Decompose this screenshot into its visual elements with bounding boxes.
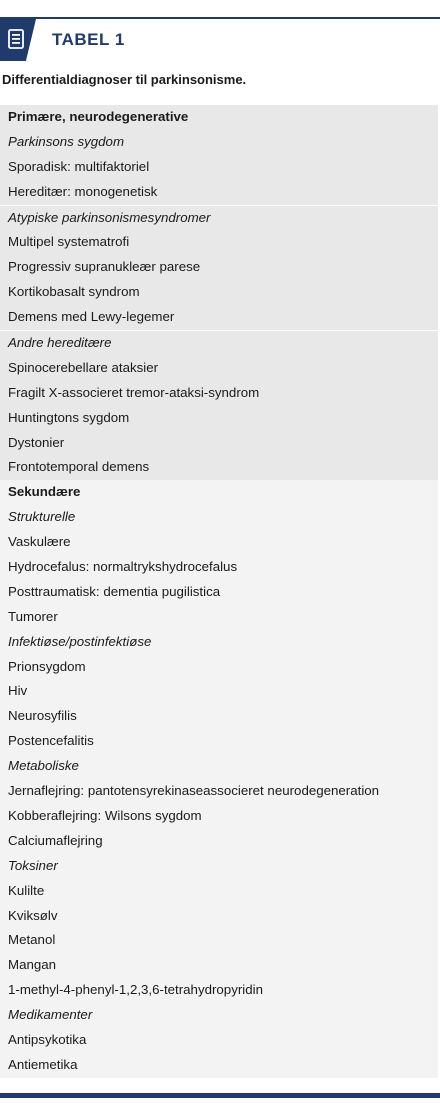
group-primary — [0, 105, 438, 480]
bottom-rule — [0, 1093, 440, 1098]
table-row: 1-methyl-4-phenyl-1,2,3,6-tetrahydropyridin — [8, 982, 263, 998]
group-secondary — [0, 480, 438, 1077]
section-heading: Primære, neurodegenerative — [8, 109, 189, 124]
subgroup-heading: Metaboliske — [8, 758, 79, 774]
table-row: Metanol — [8, 932, 56, 948]
table-row: Dystonier — [8, 434, 65, 450]
subgroup-heading: Parkinsons sygdom — [8, 133, 125, 149]
table-row: Demens med Lewy-legemer — [8, 309, 175, 325]
table-row: Hiv — [8, 683, 28, 699]
table-row: Mangan — [8, 957, 57, 973]
table-row: Spinocerebellare ataksier — [8, 359, 159, 375]
table-row: Kviksølv — [8, 907, 58, 923]
table-row: Progressiv supranukleær parese — [8, 259, 201, 275]
table-row: Antiemetika — [8, 1056, 78, 1072]
table-caption: Differentialdiagnoser til parkinsonisme. — [2, 72, 247, 87]
table-row: Antipsykotika — [8, 1031, 87, 1047]
table-row: Fragilt X-associeret tremor-ataksi-syndrom — [8, 384, 260, 400]
table-row: Postencefalitis — [8, 733, 94, 749]
diagnosis-table — [0, 105, 438, 1078]
table-label: TABEL 1 — [52, 30, 125, 49]
table-row: Prionsygdom — [8, 658, 86, 674]
subgroup-heading: Medikamenter — [8, 1007, 93, 1023]
document-list-icon — [8, 29, 24, 49]
table-row: Multipel systematrofi — [8, 234, 130, 250]
subgroup-heading: Atypiske parkinsonismesyndromer — [0, 205, 438, 231]
table-row: Jernaflejring: pantotensyrekinaseassocieret neurodegeneration — [8, 783, 380, 799]
subgroup-heading: Strukturelle — [8, 509, 76, 525]
table-row: Huntingtons sygdom — [8, 409, 130, 425]
table-row: Kobberaflejring: Wilsons sygdom — [8, 807, 202, 823]
table-row: Hereditær: monogenetisk — [8, 183, 158, 199]
table-row: Neurosyfilis — [8, 708, 77, 724]
subgroup-heading: Infektiøse/postinfektiøse — [8, 633, 152, 649]
section-heading: Sekundære — [8, 484, 81, 500]
table-row: Tumorer — [8, 608, 58, 624]
table-row: Kulilte — [8, 882, 45, 898]
header-tab — [0, 19, 36, 61]
subgroup-heading: Andre hereditære — [0, 330, 438, 356]
table-row: Posttraumatisk: dementia pugilistica — [8, 583, 221, 599]
table-row: Kortikobasalt syndrom — [8, 284, 140, 300]
table-header — [0, 19, 440, 61]
subgroup-heading: Toksiner — [8, 857, 58, 873]
table-row: Hydrocefalus: normaltrykshydrocefalus — [8, 559, 238, 575]
table-row: Calciumaflejring — [8, 832, 103, 848]
table-row: Vaskulære — [8, 534, 71, 550]
table-row: Frontotemporal demens — [8, 459, 150, 475]
table-row: Sporadisk: multifaktoriel — [8, 158, 150, 174]
